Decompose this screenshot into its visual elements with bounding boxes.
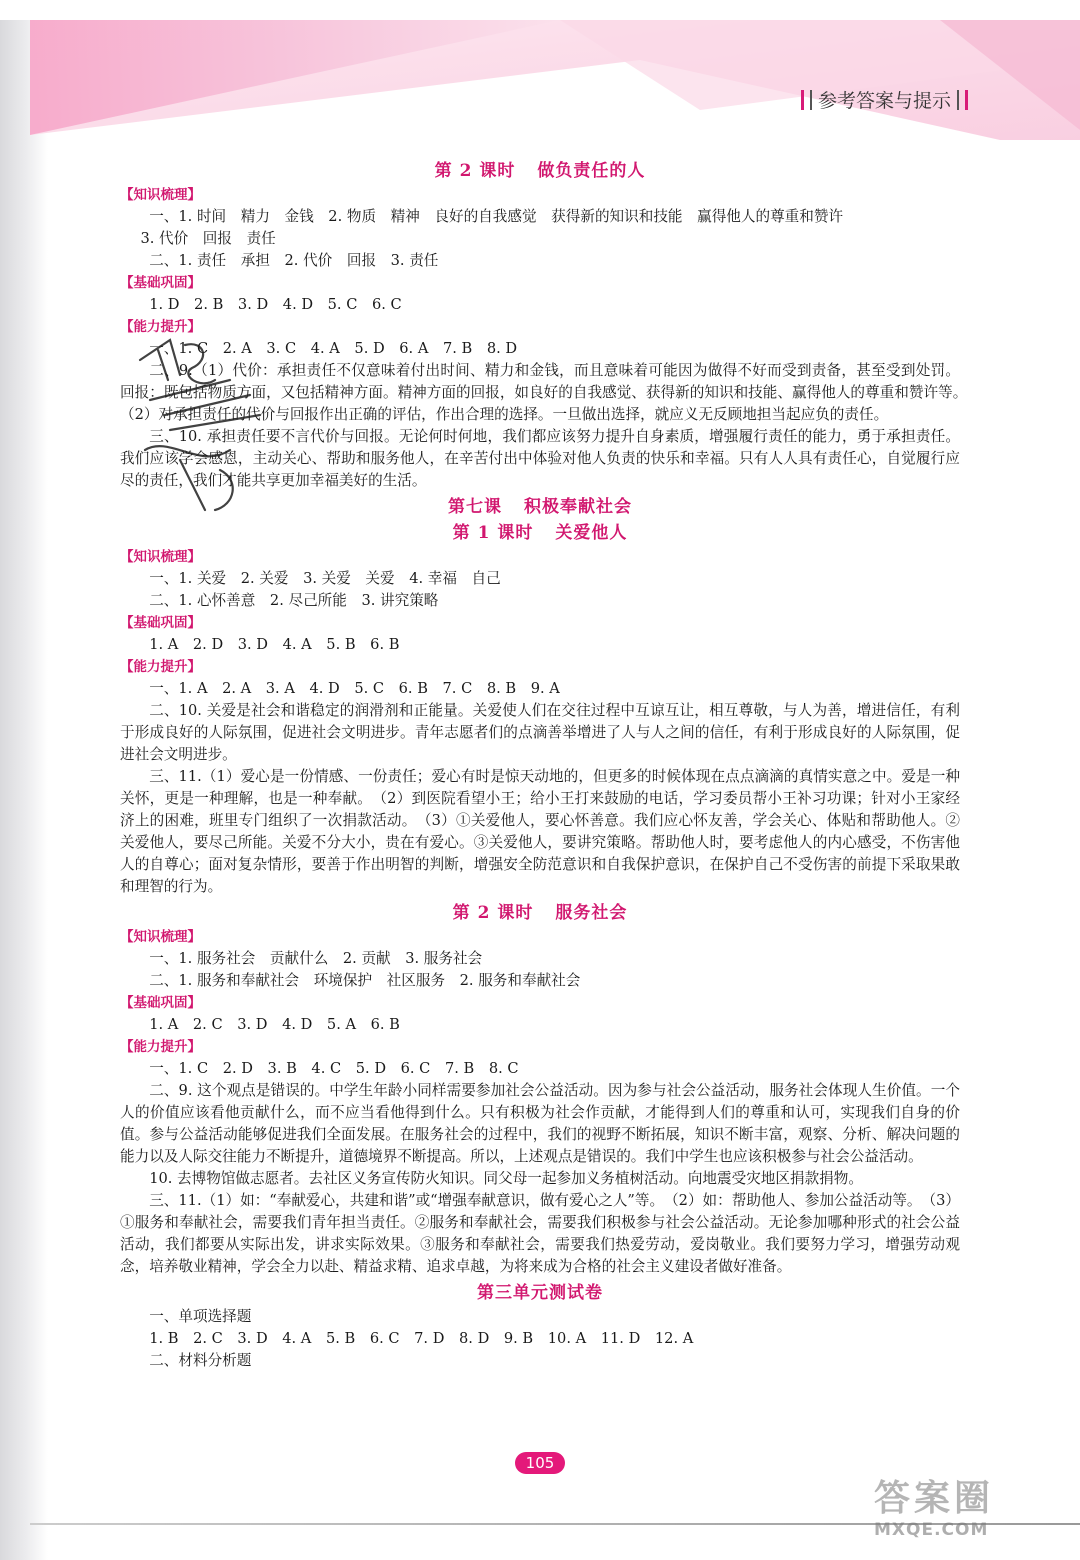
- answer-line: 1. A 2. D 3. D 4. A 5. B 6. B: [149, 636, 400, 653]
- header-title: [801, 86, 968, 113]
- lesson-number: 第 2 课时: [452, 903, 534, 923]
- tag-knowledge: 【知识梳理】: [120, 187, 201, 203]
- watermark-url: MXQE.COM: [874, 1520, 989, 1540]
- answer-paragraph: 三、10. 承担责任要不言代价与回报。无论何时何地，我们都应该努力提升自身素质，增强履行责任的能力，勇于承担责任。我们应该学会感恩，主动关心、帮助和服务他人，在辛苦付出中体验对他人负责的快乐和幸福。只有人人具有责任心，自觉履行应尽的责任，我们才能共享更加幸福美好的生活。: [120, 428, 960, 489]
- lesson-number: 第 2 课时: [434, 161, 516, 181]
- header-bar-left: [801, 90, 804, 110]
- question-type: 一、单项选择题: [149, 1308, 252, 1325]
- tag-ability: 【能力提升】: [120, 1039, 201, 1055]
- tag-basic: 【基础巩固】: [120, 995, 201, 1011]
- answer-line: 一、1. 时间 精力 金钱 2. 物质 精神 良好的自我感觉 获得新的知识和技能 赢得他人的尊重和赞许: [149, 208, 844, 225]
- answer-paragraph: 10. 去博物馆做志愿者。去社区义务宣传防火知识。同父母一起参加义务植树活动。向地震受灾地区捐款捐物。: [149, 1170, 863, 1187]
- answer-line: 一、1. A 2. A 3. A 4. D 5. C 6. B 7. C 8. B 9. A: [149, 680, 560, 697]
- lesson-title: 关爱他人: [555, 523, 628, 543]
- tag-basic: 【基础巩固】: [120, 275, 201, 291]
- answer-line: 二、1. 责任 承担 2. 代价 回报 3. 责任: [149, 252, 439, 269]
- answer-line: 一、1. C 2. A 3. C 4. A 5. D 6. A 7. B 8. D: [149, 340, 518, 357]
- header-decoration: [0, 0, 1080, 140]
- answer-paragraph: 三、11.（1）爱心是一份情感、一份责任；爱心有时是惊天动地的，但更多的时候体现在点点滴滴的真情实意之中。爱是一种关怀，更是一种理解，也是一种奉献。 （2）到医院看望小王；给小王打来鼓励的电话，学习委员帮小王补习功课；针对小王家经济上的困难，班里专门组织了一次捐款活动。 （3）①关爱他人，要心怀善意。我们应心怀友善，学会关心、体贴和帮助他人。②关爱他人，要尽己所能。关爱不分大小，贵在有爱心。③关爱他人，要讲究策略。帮助他人时，要考虑他人的内心感受，不伤害他人的自尊心；面对复杂情形，要善于作出明智的判断，增强安全防范意识和自我保护意识，在保护自己不受伤害的前提下采取果敢和理智的行为。: [120, 768, 960, 895]
- section-heading: [120, 520, 960, 546]
- answer-line: 一、1. C 2. D 3. B 4. C 5. D 6. C 7. B 8. C: [149, 1060, 519, 1077]
- watermark-logo: [874, 1478, 1064, 1558]
- lesson-title: 做负责任的人: [537, 161, 646, 181]
- section-heading: [120, 900, 960, 926]
- answer-paragraph: 二、9.（1）代价：承担责任不仅意味着付出时间、精力和金钱，而且意味着可能因为做得不好而受到责备，甚至受到处罚。回报：既包括物质方面，又包括精神方面。精神方面的回报，如良好的自我感觉、获得新的知识和技能、赢得他人的尊重和赞许等。 （2）对承担责任的代价与回报作出正确的评估，作出合理的选择。一旦做出选择，就应义无反顾地担当起应负的责任。: [120, 362, 975, 423]
- header-bar-right-thin: [957, 90, 959, 110]
- answer-line: 1. D 2. B 3. D 4. D 5. C 6. C: [149, 296, 402, 313]
- question-type: 二、材料分析题: [149, 1352, 252, 1369]
- lesson-number: 第七课: [448, 497, 502, 517]
- tag-basic: 【基础巩固】: [120, 615, 201, 631]
- tag-ability: 【能力提升】: [120, 319, 201, 335]
- test-title: 第三单元测试卷: [477, 1283, 603, 1303]
- watermark-text: 答案圈: [874, 1478, 995, 1519]
- handwritten-scribble: [110, 320, 280, 520]
- answer-line: 二、1. 服务和奉献社会 环境保护 社区服务 2. 服务和奉献社会: [149, 972, 581, 989]
- header-title-text: 参考答案与提示: [817, 90, 951, 112]
- lesson-title: 积极奉献社会: [524, 497, 632, 517]
- answer-paragraph: 二、10. 关爱是社会和谐稳定的润滑剂和正能量。关爱使人们在交往过程中互谅互让，相互尊敬，与人为善，增进信任，有利于形成良好的人际氛围，促进社会文明进步。青年志愿者们的点滴善举增进了人与人之间的信任，有利于形成良好的人际氛围，促进社会文明进步。: [120, 702, 960, 763]
- tag-knowledge: 【知识梳理】: [120, 929, 201, 945]
- tag-knowledge: 【知识梳理】: [120, 549, 201, 565]
- answer-paragraph: 三、11.（1）如：“奉献爱心，共建和谐”或“增强奉献意识，做有爱心之人”等。 （2）如：帮助他人、参加公益活动等。 （3）①服务和奉献社会，需要我们青年担当责任。②服务和奉献社会，需要我们积极参与社会公益活动。无论参加哪种形式的社会公益活动，我们都要从实际出发，讲求实际效果。③服务和奉献社会，需要我们热爱劳动，爱岗敬业。我们要努力学习，增强劳动观念，培养敬业精神，学会全力以赴、精益求精、追求卓越，为将来成为合格的社会主义建设者做好准备。: [120, 1192, 960, 1275]
- answer-paragraph: 二、9. 这个观点是错误的。中学生年龄小同样需要参加社会公益活动。因为参与社会公益活动，服务社会体现人生价值。一个人的价值应该看他贡献什么，而不应当看他得到什么。只有积极为社会作贡献，才能得到人们的尊重和认可，实现我们自身的价值。参与公益活动能够促进我们全面发展。在服务社会的过程中，我们的视野不断拓展，知识不断丰富，观察、分析、解决问题的能力以及人际交往能力不断提升，道德境界不断提高。所以，上述观点是错误的。我们中学生也应该积极参与社会公益活动。: [120, 1082, 960, 1165]
- section-heading: [120, 1280, 960, 1306]
- header-bar-left-thin: [810, 90, 812, 110]
- page-gutter-shadow: [0, 0, 48, 1560]
- answer-line: 二、1. 心怀善意 2. 尽己所能 3. 讲究策略: [149, 592, 439, 609]
- lesson-title: 服务社会: [555, 903, 628, 923]
- header-bar-right: [965, 90, 968, 110]
- answer-line: 一、1. 关爱 2. 关爱 3. 关爱 关爱 4. 幸福 自己: [149, 570, 501, 587]
- section-heading: [120, 158, 960, 184]
- answer-line: 1. B 2. C 3. D 4. A 5. B 6. C 7. D 8. D 9. B 10. A 11. D 12. A: [149, 1330, 694, 1347]
- answer-line: 一、1. 服务社会 贡献什么 2. 贡献 3. 服务社会: [149, 950, 483, 967]
- answer-line: 1. A 2. C 3. D 4. D 5. A 6. B: [149, 1016, 400, 1033]
- tag-ability: 【能力提升】: [120, 659, 201, 675]
- page-number: 105: [515, 1452, 565, 1474]
- lesson-number: 第 1 课时: [452, 523, 534, 543]
- answer-line: 3. 代价 回报 责任: [140, 230, 276, 247]
